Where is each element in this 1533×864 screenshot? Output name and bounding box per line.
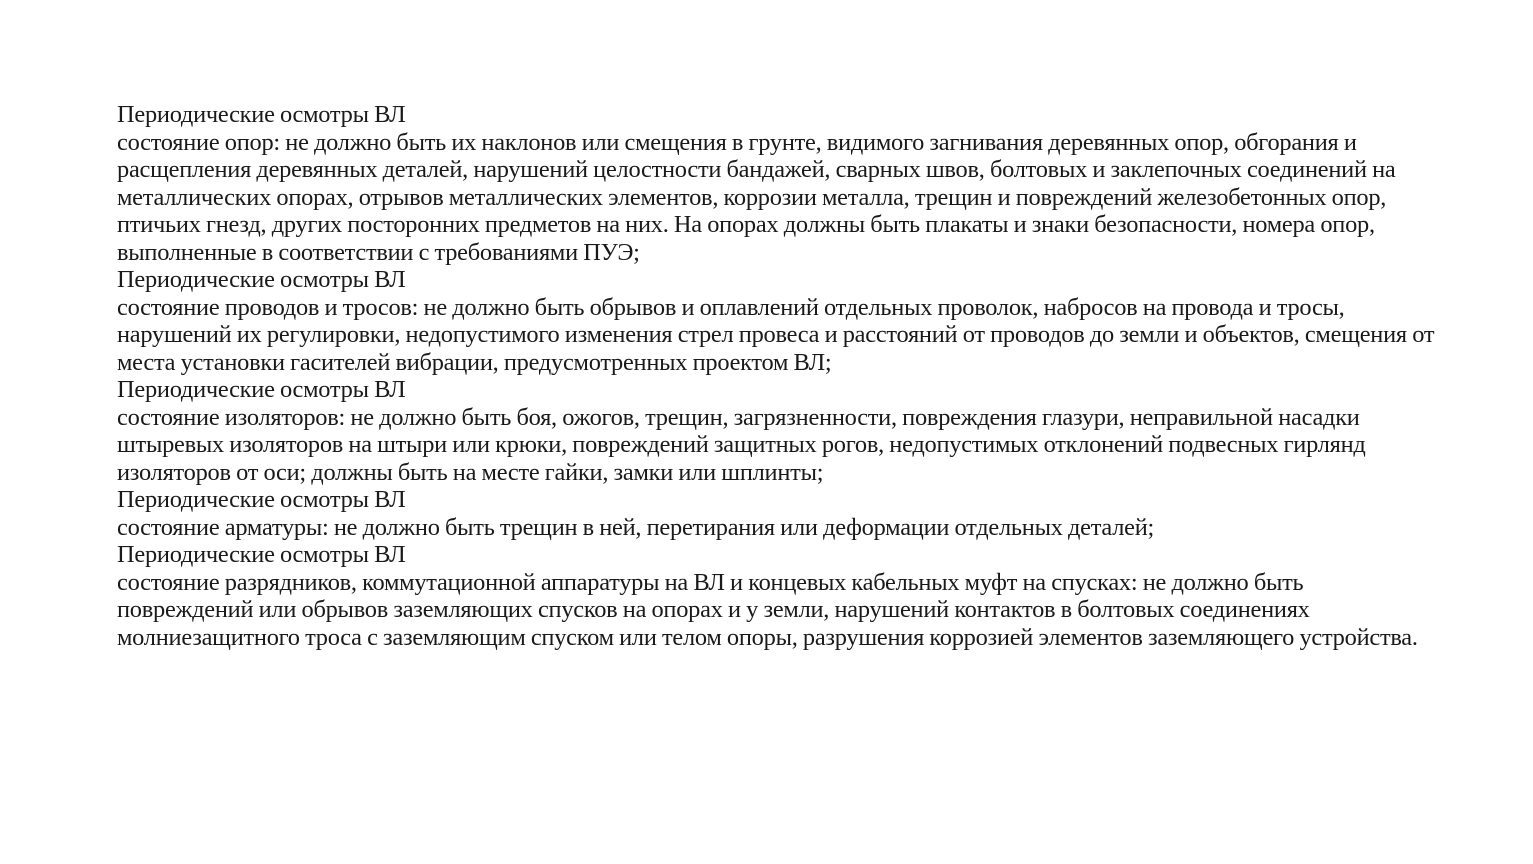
slide-text-body <box>117 101 1437 651</box>
section-4-text: состояние арматуры: не должно быть трещин в ней, перетирания или деформации отдельных деталей; <box>117 513 1155 541</box>
section-4-title: Периодические осмотры ВЛ <box>117 486 406 513</box>
section-2-text: состояние проводов и тросов: не должно быть обрывов и оплавлений отдельных проволок, набросов на провода и тросы, нарушений их регулировки, недопустимого изменения стрел провеса и расстояний от проводов до земли и объектов, смещения от места установки гасителей вибрации, предусмотренных проектом ВЛ; <box>117 293 1435 376</box>
section-5-text: состояние разрядников, коммутационной аппаратуры на ВЛ и концевых кабельных муфт на спусках: не должно быть повреждений или обрывов заземляющих спусков на опорах и у земли, нарушений контактов в болтовых соединениях молниезащитного троса с заземляющим спуском или телом опоры, разрушения коррозией элементов заземляющего устройства. <box>117 568 1418 651</box>
section-1-text: состояние опор: не должно быть их наклонов или смещения в грунте, видимого загнивания деревянных опор, обгорания и расщепления деревянных деталей, нарушений целостности бандажей, сварных швов, болтовых и заклепочных соединений на металлических опорах, отрывов металлических элементов, коррозии металла, трещин и повреждений железобетонных опор, птичьих гнезд, других посторонних предметов на них. На опорах должны быть плакаты и знаки безопасности, номера опор, выполненные в соответствии с требованиями ПУЭ; <box>117 128 1396 266</box>
section-3-title: Периодические осмотры ВЛ <box>117 376 406 403</box>
section-2-title: Периодические осмотры ВЛ <box>117 266 406 293</box>
section-1-title: Периодические осмотры ВЛ <box>117 101 406 128</box>
section-3-text: состояние изоляторов: не должно быть боя, ожогов, трещин, загрязненности, повреждения глазури, неправильной насадки штыревых изоляторов на штыри или крюки, повреждений защитных рогов, недопустимых отклонений подвесных гирлянд изоляторов от оси; должны быть на месте гайки, замки или шплинты; <box>117 403 1366 486</box>
section-5-title: Периодические осмотры ВЛ <box>117 541 406 568</box>
